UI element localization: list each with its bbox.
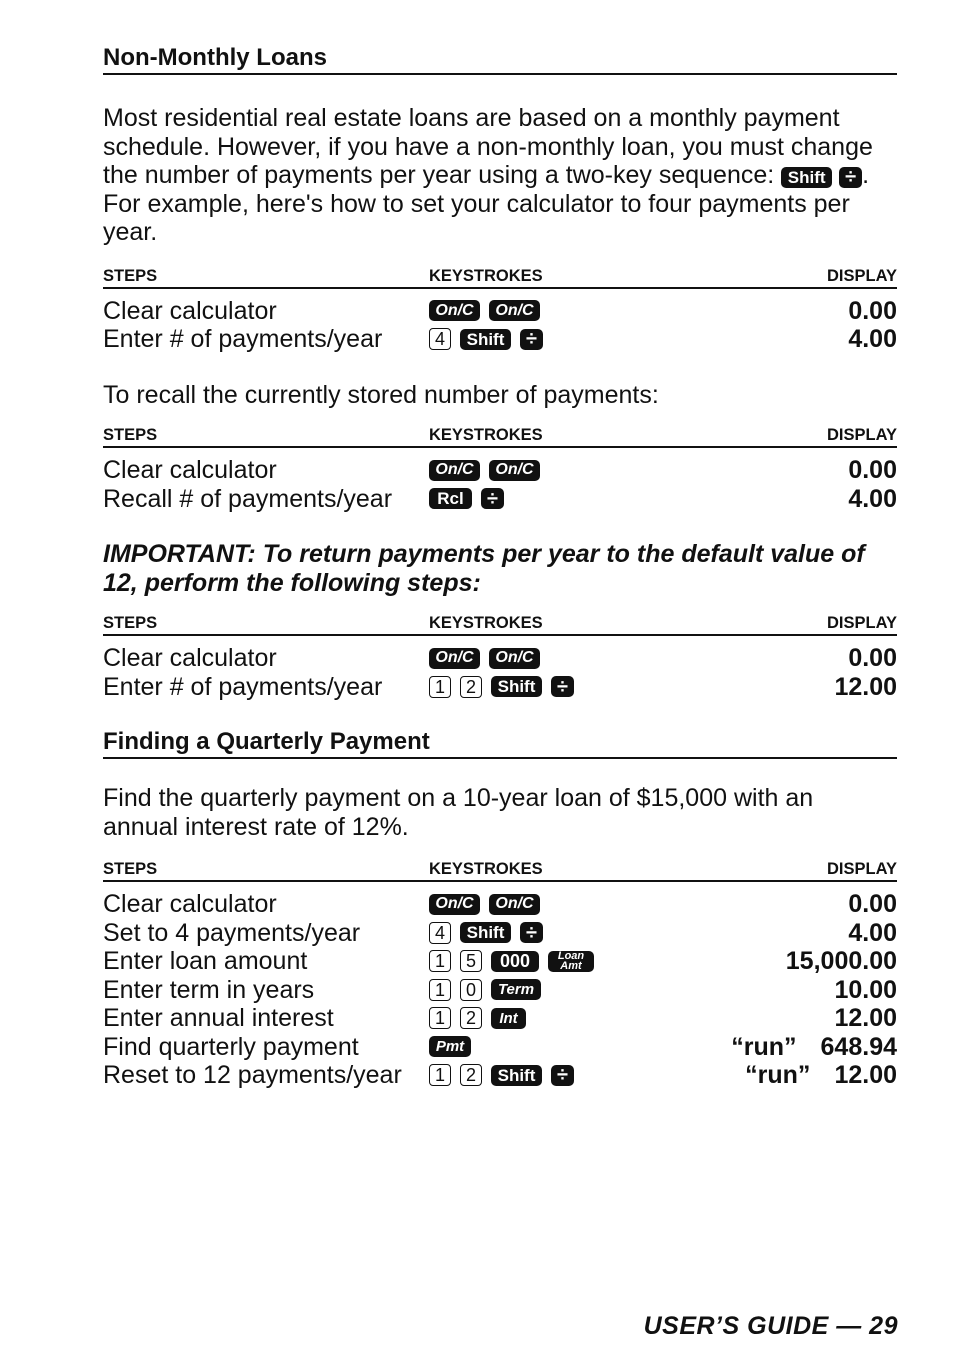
step-label: Enter # of payments/year xyxy=(103,325,383,353)
steps-table-4 xyxy=(103,859,897,1090)
divide-key-icon: ÷ xyxy=(551,1065,574,1086)
on-c-key-icon: On/C xyxy=(489,648,540,669)
shift-key-icon: Shift xyxy=(491,1065,542,1086)
loan-key-top: Loan xyxy=(557,950,585,963)
display-value: 12.00 xyxy=(834,1061,897,1089)
keystrokes xyxy=(429,1033,679,1062)
step-label: Clear calculator xyxy=(103,456,277,484)
on-c-key-icon: On/C xyxy=(489,460,540,481)
display-value: 4.00 xyxy=(848,918,897,947)
section-title-quarterly: Finding a Quarterly Payment xyxy=(103,728,897,759)
table-row xyxy=(103,947,897,976)
on-c-key-icon: On/C xyxy=(489,894,540,915)
keystrokes xyxy=(429,1061,679,1090)
section-title-non-monthly: Non-Monthly Loans xyxy=(103,44,897,75)
table-row xyxy=(103,919,897,948)
divide-key-icon: ÷ xyxy=(481,488,504,509)
header-display: DISPLAY xyxy=(827,266,897,285)
step-label: Clear calculator xyxy=(103,644,277,672)
page-footer: USER’S GUIDE — 29 xyxy=(643,1312,898,1340)
table-header xyxy=(103,266,897,289)
on-c-key-icon: On/C xyxy=(429,894,480,915)
keystrokes xyxy=(429,485,679,514)
rcl-key-icon: Rcl xyxy=(429,488,472,509)
triple-zero-key-icon: 000 xyxy=(491,951,539,972)
keystrokes xyxy=(429,890,679,919)
digit-1-key-icon: 1 xyxy=(429,950,451,972)
display-value: 648.94 xyxy=(820,1032,897,1061)
header-keystrokes: KEYSTROKES xyxy=(429,614,543,632)
step-label: Enter annual interest xyxy=(103,1004,334,1032)
steps-table-3 xyxy=(103,613,897,701)
display-value: 0.00 xyxy=(848,890,897,918)
digit-2-key-icon: 2 xyxy=(460,676,482,698)
header-steps: STEPS xyxy=(103,426,158,444)
table-row xyxy=(103,1033,897,1062)
display-value: 12.00 xyxy=(834,672,897,701)
display-value: 12.00 xyxy=(834,1004,897,1032)
shift-key-icon: Shift xyxy=(460,329,511,350)
keystrokes xyxy=(429,325,679,354)
keystrokes xyxy=(429,673,679,702)
table-row xyxy=(103,890,897,919)
table-header xyxy=(103,425,897,448)
shift-key-icon: Shift xyxy=(460,922,511,943)
digit-2-key-icon: 2 xyxy=(460,1007,482,1029)
header-keystrokes: KEYSTROKES xyxy=(429,860,543,878)
interest-key-icon: Int xyxy=(491,1008,526,1029)
divide-key-icon: ÷ xyxy=(551,676,574,697)
header-steps: STEPS xyxy=(103,614,158,632)
keystrokes xyxy=(429,456,679,485)
table-row xyxy=(103,325,897,354)
on-c-key-icon: On/C xyxy=(429,300,480,321)
step-label: Clear calculator xyxy=(103,296,277,325)
recall-text: To recall the currently stored number of payments: xyxy=(103,380,659,409)
header-steps: STEPS xyxy=(103,266,158,285)
display-value: 10.00 xyxy=(834,975,897,1004)
quarterly-intro: Find the quarterly payment on a 10-year loan of $15,000 with an annual interest rate of 12%. xyxy=(103,784,814,841)
step-label: Find quarterly payment xyxy=(103,1032,359,1061)
loan-amount-key-icon xyxy=(548,951,594,972)
header-display: DISPLAY xyxy=(827,860,897,878)
digit-2-key-icon: 2 xyxy=(460,1064,482,1086)
keystrokes xyxy=(429,297,679,326)
keystrokes xyxy=(429,947,679,976)
on-c-key-icon: On/C xyxy=(429,648,480,669)
table-row xyxy=(103,976,897,1005)
header-keystrokes: KEYSTROKES xyxy=(429,266,543,285)
display-cell xyxy=(679,1061,897,1090)
divide-key-icon: ÷ xyxy=(520,329,543,350)
on-c-key-icon: On/C xyxy=(429,460,480,481)
step-label: Enter loan amount xyxy=(103,947,308,975)
table-header xyxy=(103,613,897,636)
step-label: Set to 4 payments/year xyxy=(103,918,361,947)
steps-table-1 xyxy=(103,266,897,354)
step-label: Recall # of payments/year xyxy=(103,484,393,513)
manual-page xyxy=(103,44,897,1090)
table-row xyxy=(103,644,897,673)
table-row xyxy=(103,1061,897,1090)
header-display: DISPLAY xyxy=(827,426,897,444)
digit-4-key-icon: 4 xyxy=(429,328,451,350)
digit-1-key-icon: 1 xyxy=(429,676,451,698)
steps-table-2 xyxy=(103,425,897,513)
intro-paragraph xyxy=(103,104,899,247)
intro-text: Most residential real estate loans are based on a monthly payment schedule. However, if you have a non-monthly loan, you must change the number of payments per year using a two-key sequence: xyxy=(103,104,873,189)
loan-key-bottom: Amt xyxy=(560,960,582,973)
on-c-key-icon: On/C xyxy=(489,300,540,321)
table-row xyxy=(103,485,897,514)
table-row xyxy=(103,297,897,326)
intro-end-text: . For example, here's how to set your calculator to four payments per year. xyxy=(103,161,870,246)
shift-key-icon: Shift xyxy=(781,167,832,188)
shift-key-icon: Shift xyxy=(491,676,542,697)
step-label: Reset to 12 payments/year xyxy=(103,1061,402,1089)
table-row xyxy=(103,456,897,485)
header-display: DISPLAY xyxy=(827,614,897,632)
step-label: Clear calculator xyxy=(103,890,277,918)
payment-key-icon: Pmt xyxy=(429,1036,471,1057)
step-label: Enter # of payments/year xyxy=(103,672,383,701)
header-keystrokes: KEYSTROKES xyxy=(429,426,543,444)
display-value: 4.00 xyxy=(848,484,897,513)
run-label: “run” xyxy=(745,1061,811,1089)
display-cell xyxy=(679,1033,897,1062)
digit-1-key-icon: 1 xyxy=(429,1007,451,1029)
keystrokes xyxy=(429,1004,679,1033)
digit-0-key-icon: 0 xyxy=(460,979,482,1001)
header-steps: STEPS xyxy=(103,860,158,878)
keystrokes xyxy=(429,644,679,673)
important-note: IMPORTANT: To return payments per year to the default value of 12, perform the following steps: xyxy=(103,540,865,597)
digit-1-key-icon: 1 xyxy=(429,1064,451,1086)
keystrokes xyxy=(429,976,679,1005)
table-row xyxy=(103,673,897,702)
display-value: 4.00 xyxy=(848,325,897,353)
display-value: 0.00 xyxy=(848,644,897,672)
table-row xyxy=(103,1004,897,1033)
display-value: 15,000.00 xyxy=(785,947,897,975)
divide-key-icon: ÷ xyxy=(520,922,543,943)
digit-5-key-icon: 5 xyxy=(460,950,482,972)
display-value: 0.00 xyxy=(848,296,897,325)
digit-4-key-icon: 4 xyxy=(429,922,451,944)
keystrokes xyxy=(429,919,679,948)
divide-key-icon: ÷ xyxy=(839,167,862,188)
run-label: “run” xyxy=(731,1032,797,1061)
step-label: Enter term in years xyxy=(103,975,315,1004)
display-value: 0.00 xyxy=(848,456,897,484)
digit-1-key-icon: 1 xyxy=(429,979,451,1001)
term-key-icon: Term xyxy=(491,979,541,1000)
table-header xyxy=(103,859,897,882)
